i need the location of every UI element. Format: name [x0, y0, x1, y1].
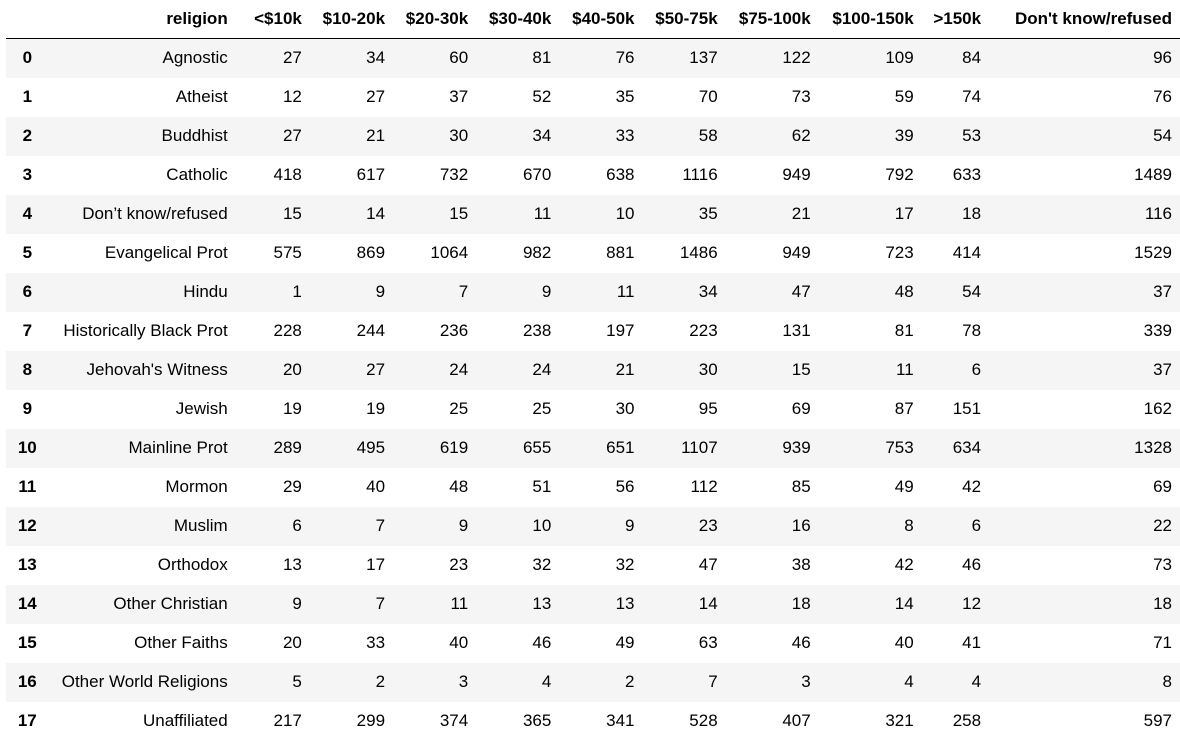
religion-cell: Other Christian — [113, 594, 228, 613]
religion-cell: Evangelical Prot — [104, 243, 228, 262]
count-cell: 15 — [791, 360, 811, 379]
count-cell: 19 — [282, 399, 302, 418]
count-cell: 881 — [606, 243, 635, 262]
table-row — [6, 234, 1180, 273]
count-cell: 25 — [449, 399, 469, 418]
row-index: 15 — [17, 633, 37, 652]
count-cell: 69 — [1153, 477, 1172, 496]
count-cell: 40 — [449, 633, 469, 652]
count-cell: 236 — [439, 321, 469, 340]
count-cell: 15 — [282, 204, 302, 223]
count-cell: 7 — [458, 282, 469, 301]
count-cell: 70 — [698, 87, 718, 106]
count-cell: 24 — [532, 360, 552, 379]
count-cell: 939 — [782, 438, 811, 457]
count-cell: 1529 — [1134, 243, 1172, 262]
column-header-100-150k: $100-150k — [819, 0, 922, 39]
religion-cell: Other Faiths — [134, 633, 228, 652]
count-cell: 495 — [356, 438, 386, 457]
table-row — [6, 390, 1180, 429]
count-cell: 16 — [791, 516, 811, 535]
count-cell: 60 — [449, 48, 469, 68]
count-cell: 87 — [894, 399, 914, 418]
count-cell: 73 — [791, 87, 811, 106]
count-cell: 1116 — [682, 165, 718, 184]
count-cell: 1107 — [681, 438, 718, 457]
count-cell: 29 — [282, 477, 302, 496]
count-cell: 34 — [698, 282, 718, 301]
count-cell: 299 — [356, 711, 386, 730]
column-header-religion: religion — [49, 0, 236, 39]
count-cell: 15 — [449, 204, 469, 223]
row-index: 4 — [22, 204, 33, 223]
count-cell: 37 — [449, 87, 469, 106]
count-cell: 38 — [791, 555, 811, 574]
count-cell: 10 — [615, 204, 635, 223]
count-cell: 17 — [366, 555, 386, 574]
table-row — [6, 507, 1180, 546]
dataframe-table — [6, 0, 1180, 741]
count-cell: 217 — [273, 711, 302, 730]
religion-cell: Unaffiliated — [142, 711, 228, 730]
count-cell: 17 — [894, 204, 914, 223]
count-cell: 374 — [439, 711, 469, 730]
religion-cell: Hindu — [183, 282, 228, 301]
religion-cell: Atheist — [175, 87, 228, 106]
row-index: 8 — [22, 360, 33, 379]
count-cell: 96 — [1153, 48, 1172, 68]
count-cell: 13 — [282, 555, 302, 574]
count-cell: 414 — [952, 243, 982, 262]
religion-cell: Catholic — [166, 165, 228, 184]
count-cell: 30 — [449, 126, 469, 145]
row-index: 12 — [17, 516, 37, 535]
count-cell: 46 — [532, 633, 552, 652]
table-row — [6, 78, 1180, 117]
count-cell: 10 — [532, 516, 552, 535]
row-index: 6 — [22, 282, 33, 301]
count-cell: 122 — [782, 48, 811, 68]
count-cell: 21 — [615, 360, 635, 379]
count-cell: 71 — [1153, 633, 1172, 652]
count-cell: 35 — [698, 204, 718, 223]
count-cell: 40 — [366, 477, 386, 496]
religion-cell: Jehovah's Witness — [86, 360, 228, 379]
count-cell: 59 — [894, 87, 914, 106]
religion-cell: Buddhist — [161, 126, 228, 145]
count-cell: 21 — [791, 204, 811, 223]
count-cell: 619 — [439, 438, 469, 457]
count-cell: 651 — [606, 438, 635, 457]
count-cell: 25 — [532, 399, 552, 418]
count-cell: 39 — [894, 126, 914, 145]
count-cell: 27 — [282, 48, 302, 68]
table-row — [6, 312, 1180, 351]
count-cell: 63 — [698, 633, 718, 652]
table-row — [6, 546, 1180, 585]
row-index: 5 — [22, 243, 33, 262]
count-cell: 365 — [522, 711, 552, 730]
count-cell: 8 — [904, 516, 914, 535]
count-cell: 30 — [698, 360, 718, 379]
count-cell: 723 — [885, 243, 914, 262]
count-cell: 869 — [356, 243, 386, 262]
row-index: 7 — [22, 321, 33, 340]
count-cell: 112 — [690, 477, 718, 496]
table-row — [6, 273, 1180, 312]
count-cell: 22 — [1153, 516, 1172, 535]
count-cell: 73 — [1153, 555, 1172, 574]
count-cell: 9 — [458, 516, 469, 535]
row-index: 1 — [22, 87, 33, 106]
count-cell: 238 — [522, 321, 552, 340]
count-cell: 1486 — [679, 243, 718, 262]
column-header-10-20k: $10-20k — [310, 0, 393, 39]
count-cell: 69 — [791, 399, 811, 418]
count-cell: 41 — [962, 633, 982, 652]
count-cell: 56 — [615, 477, 635, 496]
count-cell: 49 — [615, 633, 635, 652]
count-cell: 418 — [273, 165, 302, 184]
count-cell: 21 — [366, 126, 386, 145]
row-index: 17 — [17, 711, 37, 730]
religion-cell: Orthodox — [157, 555, 228, 574]
column-header-30-40k: $30-40k — [476, 0, 559, 39]
count-cell: 289 — [273, 438, 302, 457]
count-cell: 949 — [782, 243, 811, 262]
count-cell: 258 — [952, 711, 982, 730]
index-header — [6, 0, 49, 39]
count-cell: 46 — [791, 633, 811, 652]
count-cell: 12 — [962, 594, 982, 613]
count-cell: 32 — [532, 555, 552, 574]
table-row — [6, 195, 1180, 234]
column-header-dont-know: Don't know/refused — [989, 0, 1180, 39]
count-cell: 223 — [689, 321, 718, 340]
count-cell: 11 — [450, 594, 469, 613]
count-cell: 9 — [541, 282, 552, 301]
count-cell: 30 — [615, 399, 635, 418]
count-cell: 407 — [782, 711, 811, 730]
count-cell: 95 — [698, 399, 718, 418]
count-cell: 321 — [885, 711, 914, 730]
count-cell: 18 — [962, 204, 982, 223]
table-row — [6, 117, 1180, 156]
row-index: 3 — [22, 165, 33, 184]
count-cell: 633 — [952, 165, 982, 184]
count-cell: 54 — [1153, 126, 1172, 145]
count-cell: 84 — [962, 48, 982, 68]
count-cell: 13 — [615, 594, 635, 613]
count-cell: 34 — [532, 126, 552, 145]
count-cell: 528 — [689, 711, 718, 730]
count-cell: 46 — [962, 555, 982, 574]
count-cell: 23 — [449, 555, 469, 574]
religion-cell: Jewish — [175, 399, 228, 418]
table-row — [6, 702, 1180, 741]
count-cell: 7 — [375, 516, 386, 535]
count-cell: 339 — [1143, 321, 1172, 340]
count-cell: 597 — [1143, 711, 1172, 730]
count-cell: 58 — [698, 126, 718, 145]
column-header-under-10k: <$10k — [236, 0, 310, 39]
count-cell: 12 — [282, 87, 302, 106]
table-row — [6, 39, 1180, 78]
count-cell: 949 — [782, 165, 811, 184]
count-cell: 81 — [894, 321, 914, 340]
count-cell: 33 — [615, 126, 635, 145]
count-cell: 1489 — [1134, 165, 1172, 184]
count-cell: 2 — [375, 672, 386, 691]
religion-cell: Historically Black Prot — [63, 321, 228, 340]
table-header — [6, 0, 1180, 39]
count-cell: 19 — [366, 399, 386, 418]
table-row — [6, 468, 1180, 507]
count-cell: 634 — [952, 438, 982, 457]
column-header-40-50k: $40-50k — [559, 0, 642, 39]
count-cell: 62 — [791, 126, 811, 145]
count-cell: 11 — [896, 360, 914, 379]
count-cell: 34 — [366, 48, 386, 68]
count-cell: 74 — [962, 87, 982, 106]
count-cell: 48 — [449, 477, 469, 496]
count-cell: 24 — [449, 360, 469, 379]
column-header-over-150k: >150k — [922, 0, 989, 39]
count-cell: 48 — [894, 282, 914, 301]
count-cell: 341 — [606, 711, 635, 730]
count-cell: 47 — [791, 282, 811, 301]
table-row — [6, 663, 1180, 702]
count-cell: 13 — [532, 594, 552, 613]
count-cell: 11 — [533, 204, 552, 223]
count-cell: 575 — [273, 243, 302, 262]
table-row — [6, 429, 1180, 468]
count-cell: 4 — [904, 672, 914, 691]
count-cell: 7 — [708, 672, 718, 691]
count-cell: 617 — [356, 165, 386, 184]
column-header-50-75k: $50-75k — [643, 0, 726, 39]
column-header-20-30k: $20-30k — [393, 0, 476, 39]
count-cell: 49 — [894, 477, 914, 496]
row-index: 10 — [17, 438, 37, 457]
count-cell: 52 — [532, 87, 552, 106]
count-cell: 6 — [971, 360, 982, 379]
count-cell: 137 — [689, 48, 718, 68]
count-cell: 2 — [625, 672, 635, 691]
count-cell: 9 — [292, 594, 302, 613]
count-cell: 228 — [273, 321, 302, 340]
count-cell: 638 — [606, 165, 635, 184]
count-cell: 151 — [952, 399, 982, 418]
count-cell: 131 — [782, 321, 811, 340]
count-cell: 4 — [541, 672, 552, 691]
dataframe-output — [6, 0, 1180, 741]
count-cell: 670 — [522, 165, 552, 184]
table-body — [6, 39, 1180, 741]
count-cell: 78 — [962, 321, 982, 340]
column-header-75-100k: $75-100k — [726, 0, 819, 39]
row-index: 9 — [22, 399, 33, 418]
count-cell: 14 — [698, 594, 718, 613]
count-cell: 42 — [962, 477, 982, 496]
count-cell: 42 — [894, 555, 914, 574]
count-cell: 116 — [1144, 204, 1172, 223]
count-cell: 4 — [971, 672, 982, 691]
count-cell: 32 — [615, 555, 635, 574]
row-index: 11 — [18, 477, 37, 496]
religion-cell: Muslim — [173, 516, 228, 535]
count-cell: 18 — [1153, 594, 1172, 613]
count-cell: 6 — [292, 516, 302, 535]
count-cell: 76 — [615, 48, 635, 68]
table-row — [6, 156, 1180, 195]
table-row — [6, 351, 1180, 390]
count-cell: 1 — [292, 282, 302, 301]
count-cell: 3 — [458, 672, 469, 691]
count-cell: 8 — [1162, 672, 1172, 691]
row-index: 16 — [17, 672, 37, 691]
religion-cell: Agnostic — [162, 48, 228, 68]
count-cell: 51 — [532, 477, 552, 496]
count-cell: 732 — [439, 165, 469, 184]
table-row — [6, 585, 1180, 624]
count-cell: 53 — [962, 126, 982, 145]
count-cell: 47 — [698, 555, 718, 574]
count-cell: 1328 — [1134, 438, 1172, 457]
count-cell: 792 — [885, 165, 914, 184]
count-cell: 11 — [616, 282, 635, 301]
table-row — [6, 624, 1180, 663]
count-cell: 162 — [1143, 399, 1172, 418]
count-cell: 5 — [292, 672, 302, 691]
religion-cell: Mormon — [165, 477, 228, 496]
religion-cell: Don’t know/refused — [82, 204, 228, 223]
count-cell: 655 — [522, 438, 552, 457]
religion-cell: Other World Religions — [61, 672, 228, 691]
count-cell: 27 — [366, 360, 386, 379]
count-cell: 85 — [791, 477, 811, 496]
count-cell: 54 — [962, 282, 982, 301]
count-cell: 27 — [282, 126, 302, 145]
header-row — [6, 0, 1180, 39]
count-cell: 9 — [625, 516, 635, 535]
religion-cell: Mainline Prot — [128, 438, 228, 457]
count-cell: 3 — [801, 672, 811, 691]
count-cell: 81 — [532, 48, 552, 68]
count-cell: 40 — [894, 633, 914, 652]
count-cell: 20 — [282, 633, 302, 652]
count-cell: 33 — [366, 633, 386, 652]
count-cell: 23 — [698, 516, 718, 535]
count-cell: 18 — [791, 594, 811, 613]
count-cell: 37 — [1153, 360, 1172, 379]
count-cell: 9 — [375, 282, 386, 301]
count-cell: 109 — [885, 48, 914, 68]
row-index: 14 — [17, 594, 37, 613]
count-cell: 197 — [606, 321, 635, 340]
count-cell: 753 — [885, 438, 914, 457]
count-cell: 76 — [1153, 87, 1172, 106]
count-cell: 27 — [366, 87, 386, 106]
count-cell: 7 — [375, 594, 386, 613]
row-index: 0 — [22, 48, 33, 68]
count-cell: 35 — [615, 87, 635, 106]
count-cell: 14 — [894, 594, 914, 613]
count-cell: 37 — [1153, 282, 1172, 301]
row-index: 2 — [22, 126, 33, 145]
count-cell: 982 — [522, 243, 552, 262]
count-cell: 1064 — [430, 243, 469, 262]
count-cell: 14 — [366, 204, 386, 223]
row-index: 13 — [17, 555, 37, 574]
count-cell: 20 — [282, 360, 302, 379]
count-cell: 244 — [356, 321, 386, 340]
count-cell: 6 — [971, 516, 982, 535]
